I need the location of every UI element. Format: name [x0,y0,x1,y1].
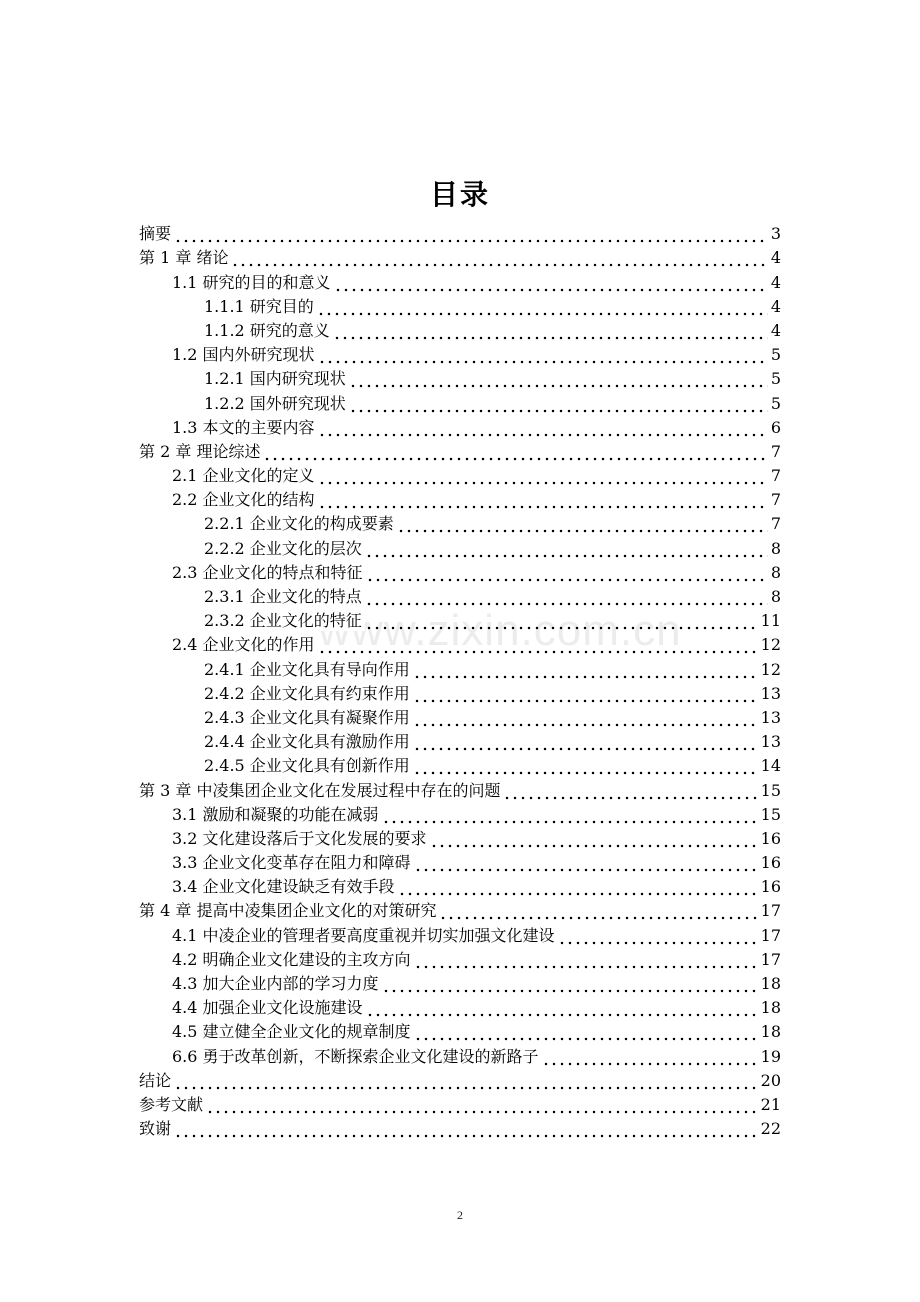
toc-entry-text: 4.5 建立健全企业文化的规章制度 [172,1022,414,1042]
toc-entry-page: 7 [770,441,781,461]
toc-entry-text: 2.3.1 企业文化的特点 [204,587,365,607]
toc-leader-dots [263,442,767,462]
toc-leader-dots [542,1047,758,1067]
toc-entry-page: 5 [770,393,781,413]
toc-entry-page: 19 [760,1046,781,1066]
toc-entry[interactable] [139,728,781,752]
toc-entry-text: 6.6 勇于改革创新，不断探索企业文化建设的新路子 [172,1047,542,1067]
toc-leader-dots [366,998,758,1018]
toc-leader-dots [414,1022,758,1042]
toc-entry[interactable] [139,970,781,994]
toc-entry[interactable] [139,825,781,849]
toc-entry[interactable] [139,583,781,607]
toc-entry-text: 2.3 企业文化的特点和特征 [172,563,366,583]
toc-entry-page: 12 [760,659,781,679]
toc-leader-dots [318,490,768,510]
toc-entry-page: 15 [760,780,781,800]
toc-entry-text: 2.4.5 企业文化具有创新作用 [204,756,413,776]
toc-leader-dots [334,273,768,293]
toc-entry-text: 致谢 [139,1119,174,1139]
toc-leader-dots [318,345,768,365]
toc-entry[interactable] [139,680,781,704]
toc-entry[interactable] [139,317,781,341]
toc-entry-page: 4 [770,248,781,268]
toc-entry-text: 2.4.3 企业文化具有凝聚作用 [204,708,413,728]
toc-leader-dots [503,781,757,801]
toc-entry[interactable] [139,849,781,873]
toc-entry-page: 8 [770,562,781,582]
toc-entry-text: 1.1.1 研究目的 [204,297,317,317]
toc-entry-page: 20 [760,1070,781,1090]
toc-leader-dots [174,1071,758,1091]
toc-entry[interactable] [139,607,781,631]
toc-entry[interactable] [139,365,781,389]
toc-entry-page: 12 [760,635,781,655]
toc-entry[interactable] [139,244,781,268]
toc-entry-page: 3 [770,224,781,244]
toc-entry-page: 16 [760,877,781,897]
toc-leader-dots [382,805,758,825]
toc-entry-text: 2.4.1 企业文化具有导向作用 [204,660,413,680]
toc-entry-text: 2.4 企业文化的作用 [172,635,318,655]
toc-entry-page: 14 [760,756,781,776]
toc-leader-dots [206,1095,758,1115]
toc-entry[interactable] [139,389,781,413]
toc-leader-dots [318,466,768,486]
toc-entry-text: 1.2.1 国内研究现状 [204,369,349,389]
toc-entry-page: 5 [770,369,781,389]
toc-entry-text: 结论 [139,1071,174,1091]
toc-entry-text: 1.2.2 国外研究现状 [204,394,349,414]
toc-leader-dots [349,394,768,414]
toc-entry[interactable] [139,414,781,438]
toc-leader-dots [318,418,768,438]
toc-leader-dots [414,853,758,873]
toc-entry-page: 17 [760,901,781,921]
toc-entry[interactable] [139,1091,781,1115]
toc-entry[interactable] [139,631,781,655]
toc-entry-page: 22 [760,1119,781,1139]
toc-entry[interactable] [139,462,781,486]
toc-entry-page: 5 [770,345,781,365]
toc-title: 目录 [429,178,490,211]
page-number: 2 [457,1208,463,1222]
toc-leader-dots [413,756,758,776]
toc-entry[interactable] [139,776,781,800]
toc-entry-text: 2.4.2 企业文化具有约束作用 [204,684,413,704]
toc-entry-page: 7 [770,466,781,486]
toc-entry-page: 18 [760,998,781,1018]
toc-entry[interactable] [139,946,781,970]
toc-leader-dots [414,950,758,970]
toc-entry-page: 13 [760,707,781,727]
toc-leader-dots [231,248,767,268]
toc-entry-text: 2.2.2 企业文化的层次 [204,539,365,559]
toc-entry[interactable] [139,873,781,897]
toc-leader-dots [365,539,768,559]
toc-entry-page: 4 [770,296,781,316]
toc-entry-text: 3.3 企业文化变革存在阻力和障碍 [172,853,414,873]
toc-entry[interactable] [139,801,781,825]
toc-entry-page: 4 [770,320,781,340]
toc-entry-text: 1.3 本文的主要内容 [172,418,318,438]
toc-entry-page: 18 [760,974,781,993]
toc-entry-text: 第 3 章 中凌集团企业文化在发展过程中存在的问题 [139,781,503,801]
toc-leader-dots [349,369,768,389]
toc-entry[interactable] [139,268,781,292]
toc-entry-text: 1.1.2 研究的意义 [204,321,333,341]
toc-entry-page: 13 [760,683,781,703]
toc-entry[interactable] [139,1115,781,1139]
toc-entry[interactable] [139,897,781,921]
toc-leader-dots [413,684,758,704]
toc-leader-dots [430,829,758,849]
toc-entry[interactable] [139,921,781,945]
toc-entry[interactable] [139,293,781,317]
toc-leader-dots [333,321,768,341]
toc-leader-dots [317,297,768,317]
toc-entry-text: 1.1 研究的目的和意义 [172,273,334,293]
toc-entry-page: 11 [760,611,781,631]
toc-entry-text: 4.2 明确企业文化建设的主攻方向 [172,950,414,970]
toc-leader-dots [366,563,768,583]
toc-entry-page: 18 [760,1022,781,1042]
toc-entry-page: 16 [760,853,781,873]
toc-leader-dots [382,974,758,994]
toc-leader-dots [413,660,758,680]
toc-entry-text: 第 1 章 绪论 [139,248,231,268]
toc-entry-text: 3.4 企业文化建设缺乏有效手段 [172,877,398,897]
toc-entry-page: 7 [770,490,781,510]
toc-leader-dots [413,708,758,728]
toc-entry-page: 13 [760,732,781,752]
toc-entry-page: 16 [760,828,781,848]
toc-leader-dots [439,901,757,921]
toc-entry-text: 第 4 章 提高中凌集团企业文化的对策研究 [139,901,439,921]
toc-leader-dots [397,514,768,534]
toc-entry-page: 4 [770,272,781,292]
toc-leader-dots [174,1119,758,1139]
toc-entry-text: 摘要 [139,224,174,244]
toc-entry[interactable] [139,534,781,558]
toc-entry-text: 3.1 激励和凝聚的功能在减弱 [172,805,382,825]
toc-leader-dots [365,611,758,631]
toc-entry[interactable] [139,510,781,534]
toc-entry[interactable] [139,752,781,776]
toc-entry[interactable] [139,486,781,510]
toc-leader-dots [174,224,768,244]
toc-entry-text: 4.3 加大企业内部的学习力度 [172,974,382,994]
toc-entry-text: 2.3.2 企业文化的特征 [204,611,365,631]
toc-entry-page: 6 [770,417,781,437]
toc-entry-text: 2.1 企业文化的定义 [172,466,318,486]
toc-leader-dots [558,926,758,946]
toc-entry-text: 参考文献 [139,1095,206,1115]
toc-entry-text: 2.2.1 企业文化的构成要素 [204,514,397,534]
toc-entry-page: 21 [760,1094,781,1114]
toc-entry-text: 2.2 企业文化的结构 [172,490,318,510]
toc-entry-page: 8 [770,587,781,606]
toc-entry[interactable] [139,559,781,583]
toc-entry[interactable] [139,220,781,244]
toc-entry-text: 第 2 章 理论综述 [139,442,263,462]
toc-leader-dots [318,635,758,655]
toc-entry-text: 1.2 国内外研究现状 [172,345,318,365]
toc-entry-page: 17 [760,925,781,945]
toc-entry-text: 2.4.4 企业文化具有激励作用 [204,732,413,752]
toc-entry-page: 8 [770,538,781,558]
toc-entry-page: 7 [770,514,781,534]
toc-entry-text: 4.1 中凌企业的管理者要高度重视并切实加强文化建设 [172,926,558,946]
toc-entry[interactable] [139,341,781,365]
toc-entry[interactable] [139,1042,781,1066]
toc-leader-dots [398,877,758,897]
toc-entry[interactable] [139,1067,781,1091]
toc-entry-page: 15 [760,804,781,824]
toc-entry-text: 4.4 加强企业文化设施建设 [172,998,366,1018]
toc-leader-dots [365,587,768,607]
toc-entry-text: 3.2 文化建设落后于文化发展的要求 [172,829,430,849]
toc-leader-dots [413,732,758,752]
toc-entry[interactable] [139,994,781,1018]
toc-entry[interactable] [139,704,781,728]
toc-entry-page: 17 [760,949,781,969]
toc-entry[interactable] [139,655,781,679]
toc-list [139,220,781,1139]
toc-entry[interactable] [139,1018,781,1042]
toc-entry[interactable] [139,438,781,462]
